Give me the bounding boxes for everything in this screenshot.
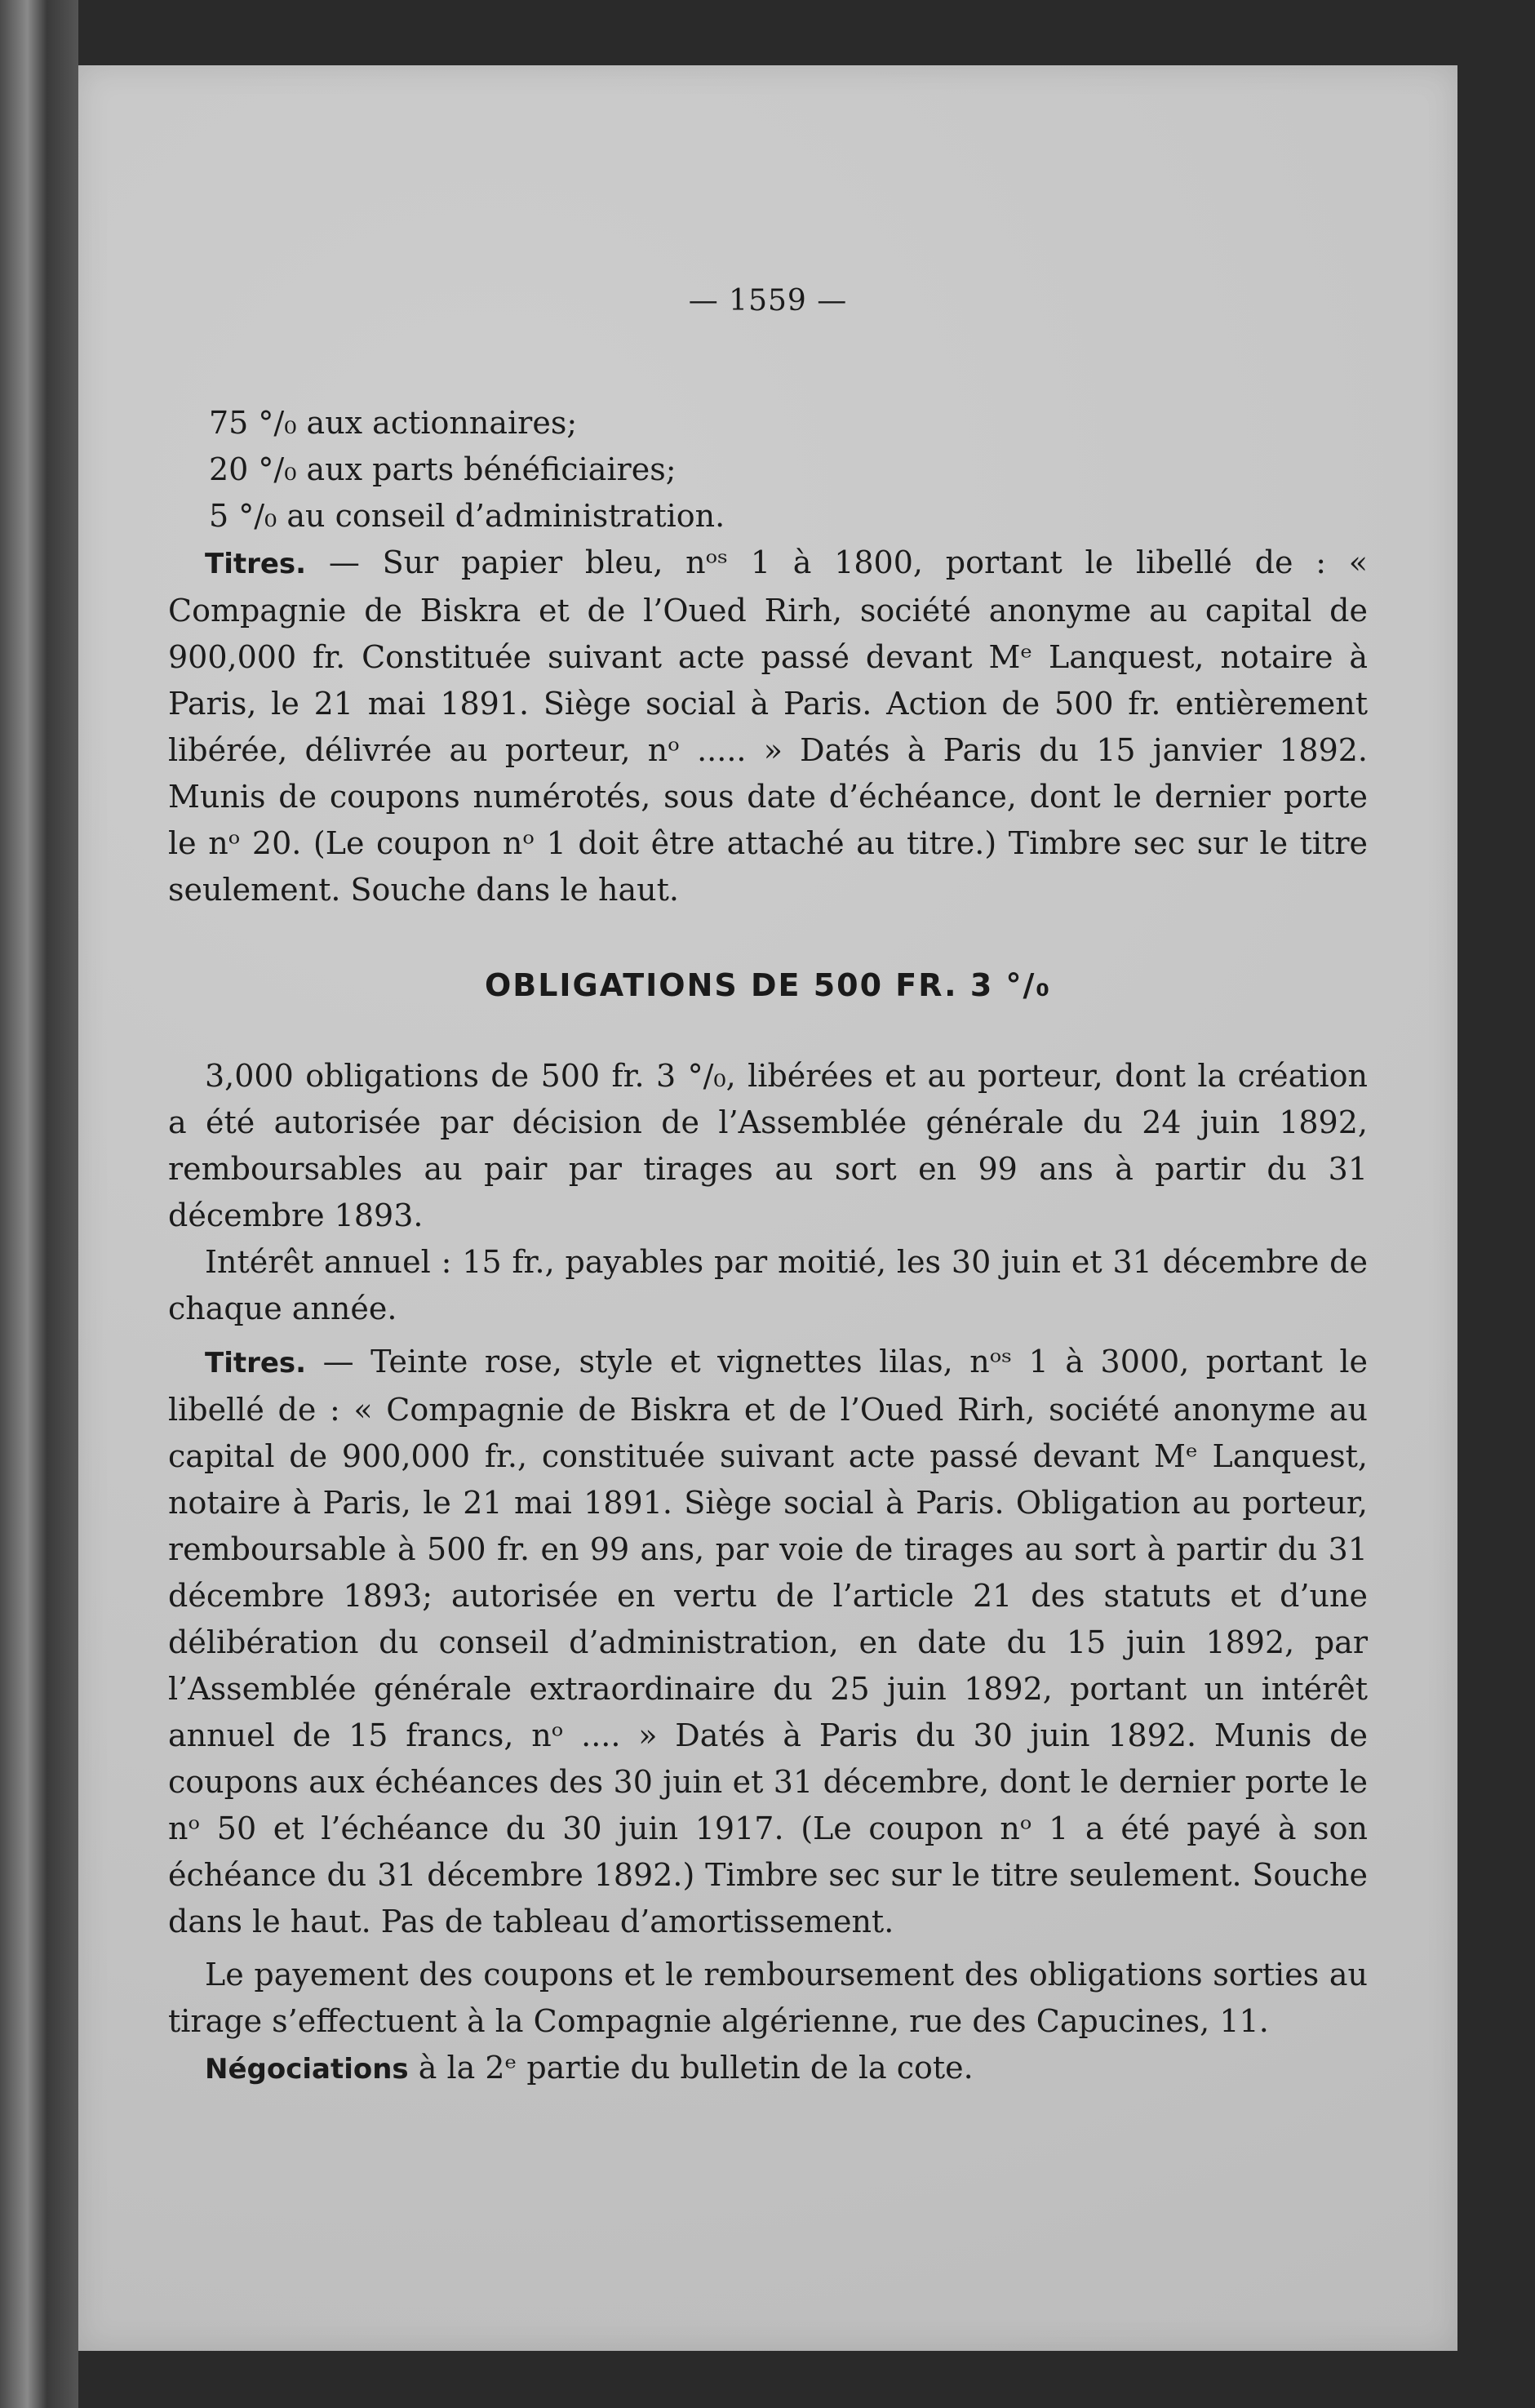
payement-paragraph: Le payement des coupons et le remboursement des obligations sorties au tirage s’effectuent à la Compagnie algérienne, rue des Capucines, 11. (168, 1957, 1368, 2039)
titres-label: Titres. (205, 1347, 307, 1379)
upper-text-block (168, 400, 1368, 913)
obligations-intro-paragraph: 3,000 obligations de 500 fr. 3 °/₀, libérées et au porteur, dont la création a été autorisée par décision de l’Assemblée générale du 24 juin 1892, remboursables au pair par tirages au sort en 99 ans à partir du 31 décembre 1893. (168, 1058, 1368, 1233)
titres-paragraph-obligations (168, 1339, 1368, 1945)
negociations-paragraph (168, 2045, 1368, 2093)
document-page (78, 65, 1457, 2351)
book-spine (0, 0, 78, 2408)
obligations-text-block (168, 1053, 1368, 2093)
titres-text: — Sur papier bleu, nᵒˢ 1 à 1800, portant le libellé de : « Compagnie de Biskra et de l’Oued Rirh, société anonyme au capital de 900,000 fr. Constituée suivant acte passé devant Mᵉ Lanquest, notaire à Paris, le 21 mai 1891. Siège social à Paris. Action de 500 fr. entièrement libérée, délivrée au porteur, nᵒ ..... » Datés à Paris du 15 janvier 1892. Munis de coupons numérotés, sous date d’échéance, dont le dernier porte le nᵒ 20. (Le coupon nᵒ 1 doit être attaché au titre.) Timbre sec sur le titre seulement. Souche dans le haut. (168, 544, 1368, 908)
titres-paragraph-actions (168, 540, 1368, 913)
titres-text: — Teinte rose, style et vignettes lilas, nᵒˢ 1 à 3000, portant le libellé de : « Compagnie de Biskra et de l’Oued Rirh, société anonyme au capital de 900,000 fr., constituée suivant acte passé devant Mᵉ Lanquest, notaire à Paris, le 21 mai 1891. Siège social à Paris. Obligation au porteur, remboursable à 500 fr. en 99 ans, par voie de tirages au sort à partir du 31 décembre 1893; autorisée en vertu de l’article 21 des statuts et d’une délibération du conseil d’administration, en date du 15 juin 1892, par l’Assemblée générale extraordinaire du 25 juin 1892, portant un intérêt annuel de 15 francs, nᵒ .... » Datés à Paris du 30 juin 1892. Munis de coupons aux échéances des 30 juin et 31 décembre, dont le dernier porte le nᵒ 50 et l’échéance du 30 juin 1917. (Le coupon nᵒ 1 a été payé à son échéance du 31 décembre 1892.) Timbre sec sur le titre seulement. Souche dans le haut. Pas de tableau d’amortissement. (168, 1344, 1368, 1939)
negociations-label: Négociations (205, 2053, 409, 2086)
interet-paragraph: Intérêt annuel : 15 fr., payables par moitié, les 30 juin et 31 décembre de chaque année. (168, 1244, 1368, 1326)
negociations-text: à la 2ᵉ partie du bulletin de la cote. (408, 2050, 974, 2086)
distribution-line-parts: 20 °/₀ aux parts bénéficiaires; (209, 451, 677, 487)
distribution-line-conseil: 5 °/₀ au conseil d’administration. (209, 498, 725, 534)
section-heading-obligations: OBLIGATIONS DE 500 FR. 3 °/₀ (484, 967, 1052, 1003)
titres-label: Titres. (205, 548, 307, 580)
distribution-line-actionnaires: 75 °/₀ aux actionnaires; (209, 405, 578, 441)
page-number: — 1559 — (688, 284, 848, 318)
